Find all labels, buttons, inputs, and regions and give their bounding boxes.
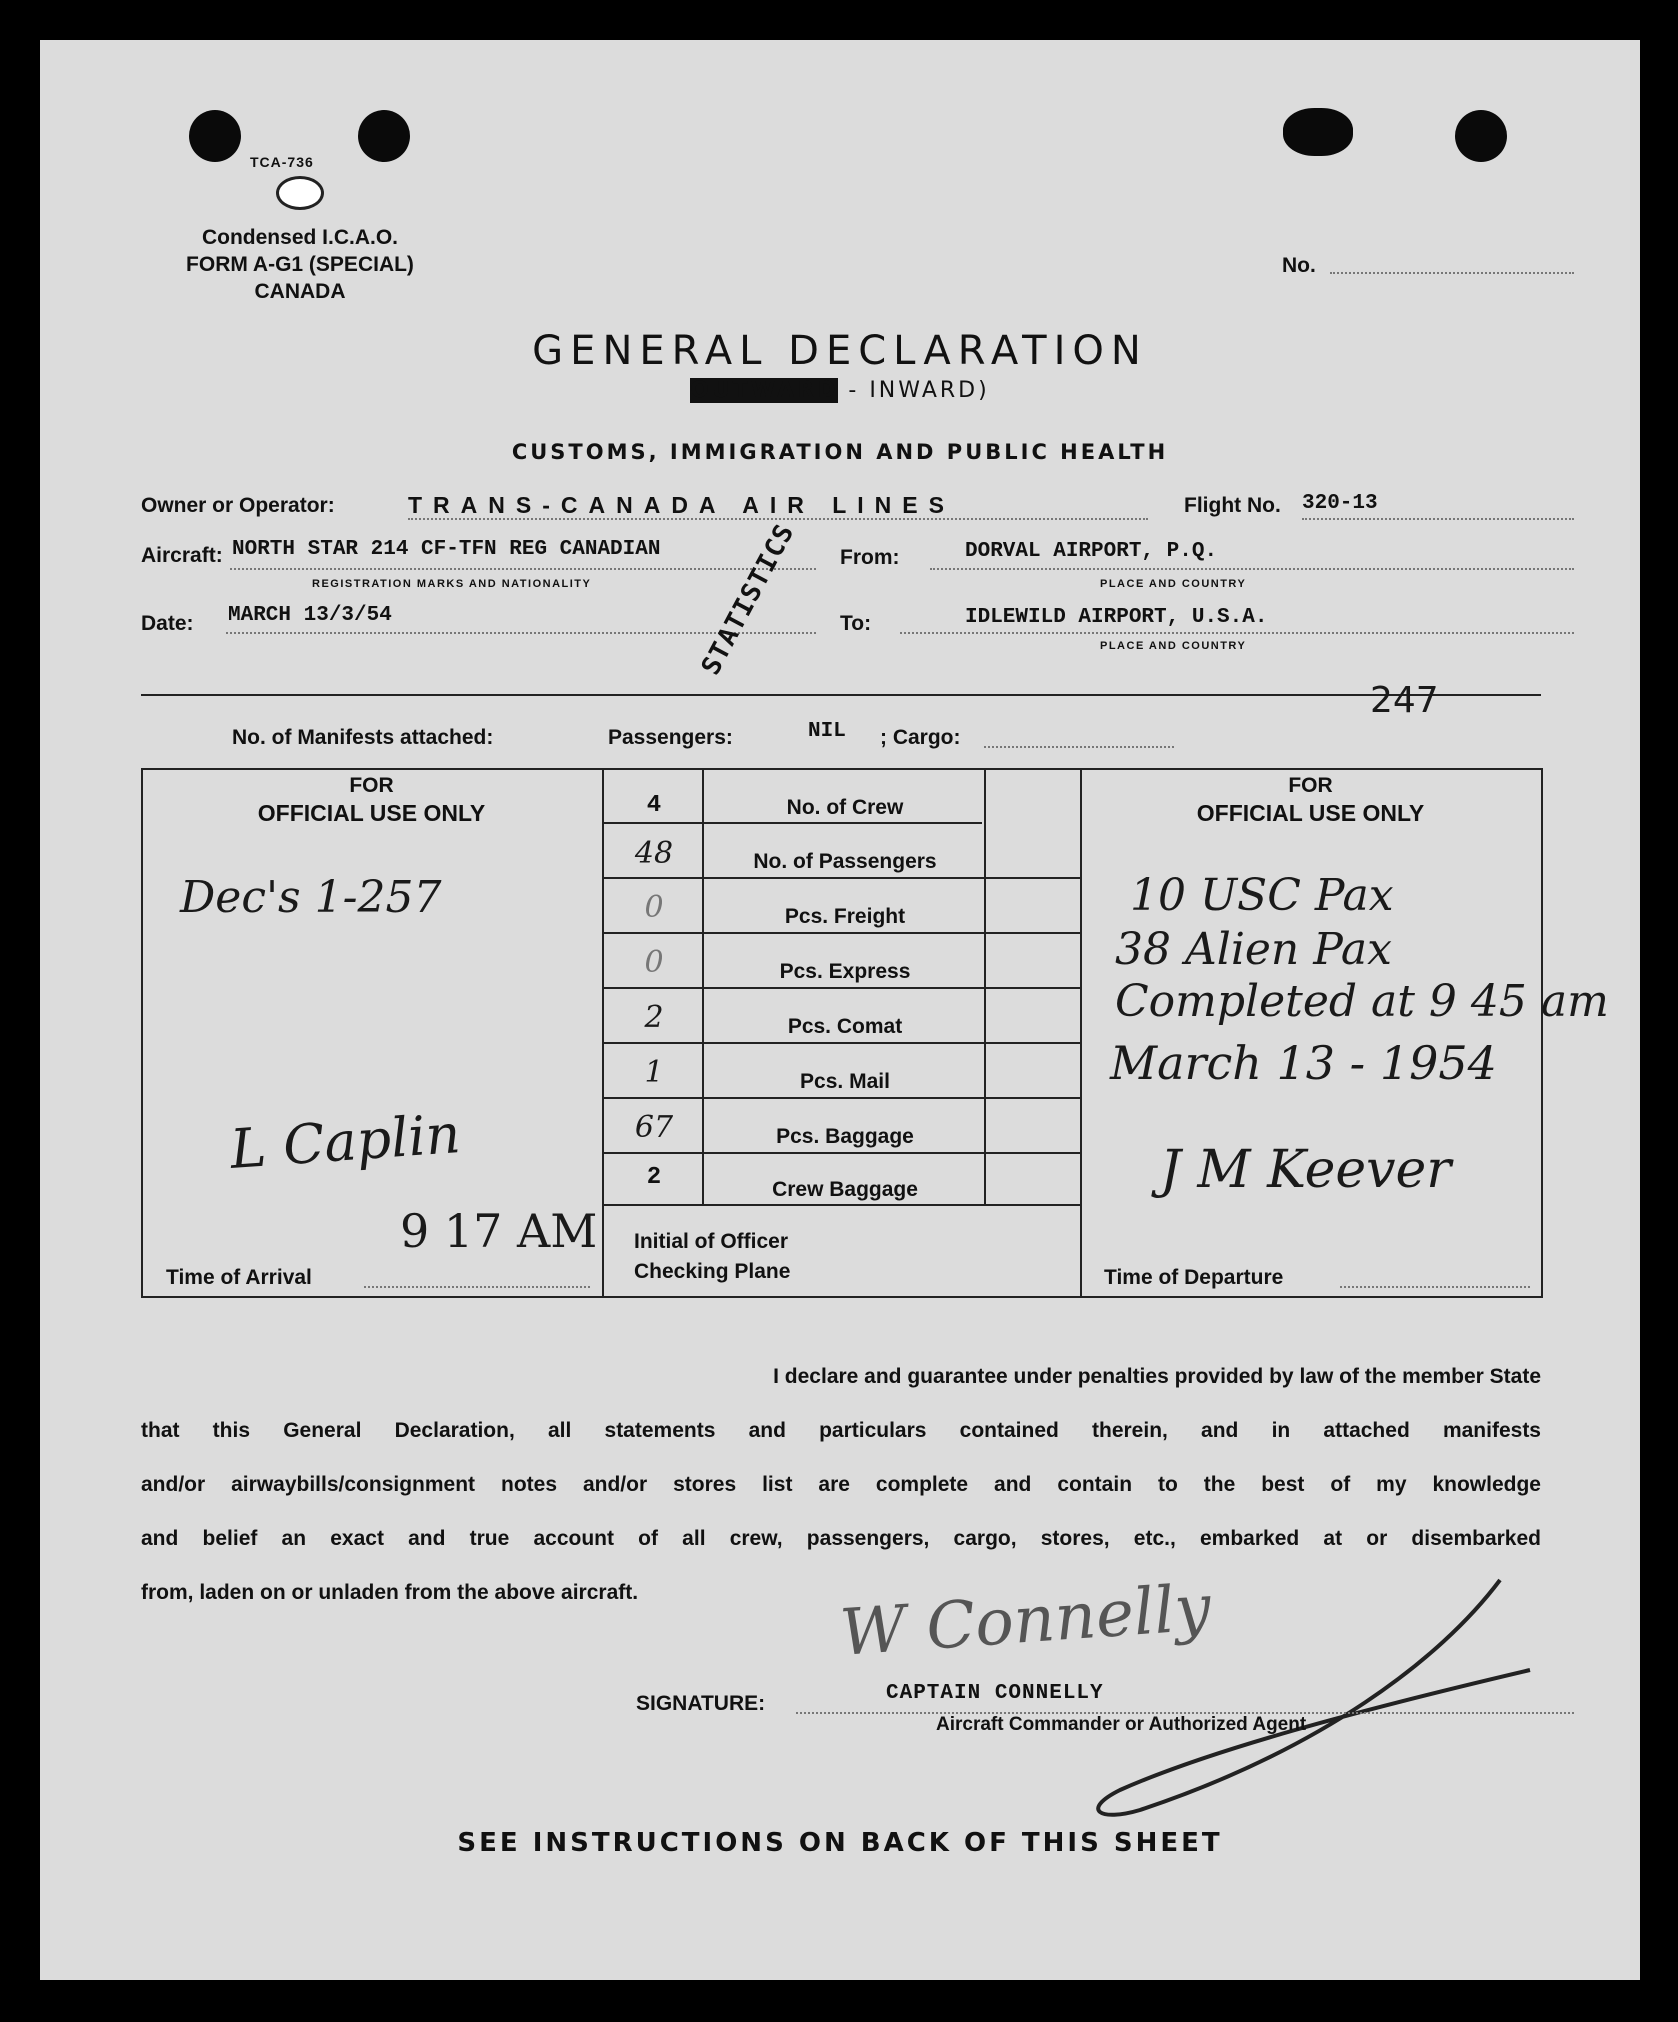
to-label: To: [840, 612, 872, 635]
punch-hole-left-1 [189, 110, 241, 162]
to-value: IDLEWILD AIRPORT, U.S.A. [965, 606, 1268, 629]
punch-hole-right-1 [1283, 108, 1353, 156]
crew-baggage-label: Crew Baggage [772, 1178, 918, 1201]
number-label: No. [1282, 254, 1316, 277]
aircraft-line [230, 568, 816, 570]
passenger-count: 48 [634, 836, 674, 871]
freight-count: 0 [644, 890, 664, 925]
right-note-2: 38 Alien Pax [1115, 924, 1392, 975]
crew-label: No. of Crew [786, 796, 904, 819]
form-line-2: FORM A-G1 (SPECIAL) [186, 253, 414, 276]
punch-hole-right-2 [1455, 110, 1507, 162]
freight-label: Pcs. Freight [784, 905, 906, 928]
declaration-line-4: and belief an exact and true account of all crew, passengers, cargo, stores, etc., embarked at or disembarked [141, 1527, 1541, 1550]
declaration-sheet [40, 40, 1640, 1980]
flight-line [1302, 518, 1574, 520]
left-panel-note: Dec's 1-257 [180, 872, 442, 923]
officer-label-2: Checking Plane [634, 1260, 791, 1283]
owner-value: TRANS-CANADA AIR LINES [408, 492, 955, 518]
punch-hole-left-2 [358, 110, 410, 162]
statistics-stamp: STATISTICS [696, 518, 801, 681]
aircraft-label: Aircraft: [141, 544, 223, 567]
cargo-line [984, 746, 1174, 748]
right-note-1: 10 USC Pax [1130, 870, 1394, 921]
cargo-manifest-label: ; Cargo: [880, 726, 961, 749]
passengers-manifest-label: Passengers: [608, 726, 733, 749]
commander-signature: W Connelly [837, 1571, 1214, 1671]
date-label: Date: [141, 612, 194, 635]
passengers-label: No. of Passengers [753, 850, 937, 873]
from-label: From: [840, 546, 900, 569]
express-label: Pcs. Express [779, 960, 911, 983]
declaration-line-3: and/or airwaybills/consignment notes and/or stores list are complete and contain to the best of my knowledge [141, 1473, 1541, 1496]
aircraft-caption: REGISTRATION MARKS AND NATIONALITY [312, 578, 592, 590]
manifests-label: No. of Manifests attached: [232, 726, 494, 749]
declaration-line-1: I declare and guarantee under penalties provided by law of the member State [773, 1365, 1541, 1388]
handwritten-number: 247 [1370, 680, 1439, 721]
baggage-label: Pcs. Baggage [776, 1125, 914, 1148]
right-panel-heading-1: FOR [1288, 774, 1333, 797]
departure-time-line [1340, 1286, 1530, 1288]
table-divider-4 [1080, 768, 1082, 1298]
row-line-5 [602, 1042, 1082, 1044]
owner-label: Owner or Operator: [141, 494, 335, 517]
section-divider [141, 694, 1541, 696]
declaration-line-2: that this General Declaration, all statements and particulars contained therein, and in attached manifests [141, 1419, 1541, 1442]
form-line-1: Condensed I.C.A.O. [201, 226, 398, 249]
from-line [930, 568, 1574, 570]
left-panel-heading-2: OFFICIAL USE ONLY [257, 800, 486, 826]
comat-count: 2 [644, 1000, 664, 1035]
right-note-3: Completed at 9 45 am [1115, 976, 1609, 1027]
number-line [1330, 272, 1574, 274]
departure-officer-signature: J M Keever [1160, 1140, 1452, 1200]
comat-label: Pcs. Comat [787, 1015, 903, 1038]
department-heading: CUSTOMS, IMMIGRATION AND PUBLIC HEALTH [511, 440, 1169, 464]
form-line-3: CANADA [254, 280, 346, 303]
row-line-7 [602, 1152, 1082, 1154]
baggage-count: 67 [634, 1110, 674, 1145]
flight-label: Flight No. [1184, 494, 1281, 517]
flight-value: 320-13 [1302, 492, 1378, 515]
passengers-manifest-value: NIL [808, 720, 846, 743]
mail-count: 1 [644, 1055, 664, 1090]
signature-flourish [1060, 1560, 1560, 1820]
to-caption: PLACE AND COUNTRY [1100, 640, 1247, 652]
mail-label: Pcs. Mail [800, 1070, 890, 1093]
departure-time-label: Time of Departure [1104, 1266, 1284, 1289]
form-code: TCA-736 [250, 154, 314, 170]
tca-logo [276, 176, 324, 210]
from-caption: PLACE AND COUNTRY [1100, 578, 1247, 590]
signature-caption: Aircraft Commander or Authorized Agent [936, 1714, 1307, 1735]
row-line-6 [602, 1097, 1082, 1099]
arrival-time-label: Time of Arrival [166, 1266, 312, 1289]
arrival-time-line [364, 1286, 590, 1288]
aircraft-value: NORTH STAR 214 CF-TFN REG CANADIAN [232, 538, 661, 561]
right-note-4: March 13 - 1954 [1110, 1036, 1497, 1090]
row-line-4 [602, 987, 1082, 989]
to-line [900, 632, 1574, 634]
date-value: MARCH 13/3/54 [228, 604, 392, 627]
from-value: DORVAL AIRPORT, P.Q. [965, 540, 1218, 563]
owner-line [408, 518, 1148, 520]
row-line-3 [602, 932, 1082, 934]
arrival-officer-signature: L Caplin [228, 1102, 463, 1181]
signature-label: SIGNATURE: [636, 1692, 766, 1715]
crew-baggage-count: 2 [646, 1164, 662, 1191]
row-line-2 [602, 877, 1082, 879]
row-line-8 [602, 1204, 1082, 1206]
declaration-line-5: from, laden on or unladen from the above aircraft. [141, 1581, 639, 1604]
page-title: GENERAL DECLARATION [532, 328, 1148, 374]
subtitle-inward: - INWARD) [848, 378, 990, 403]
officer-label-1: Initial of Officer [634, 1230, 789, 1253]
struck-word: OUTWARD [690, 378, 839, 403]
subtitle [40, 378, 1640, 403]
right-panel-heading-2: OFFICIAL USE ONLY [1196, 800, 1425, 826]
crew-count: 4 [646, 792, 662, 819]
left-panel-heading-1: FOR [349, 774, 394, 797]
express-count: 0 [644, 945, 664, 980]
form-identifier [130, 224, 470, 305]
row-line-1 [602, 822, 982, 824]
instructions-footer: SEE INSTRUCTIONS ON BACK OF THIS SHEET [457, 1828, 1223, 1858]
arrival-time-handwritten: 9 17 AM [400, 1204, 598, 1258]
signature-typed-name: CAPTAIN CONNELLY [886, 1682, 1104, 1705]
